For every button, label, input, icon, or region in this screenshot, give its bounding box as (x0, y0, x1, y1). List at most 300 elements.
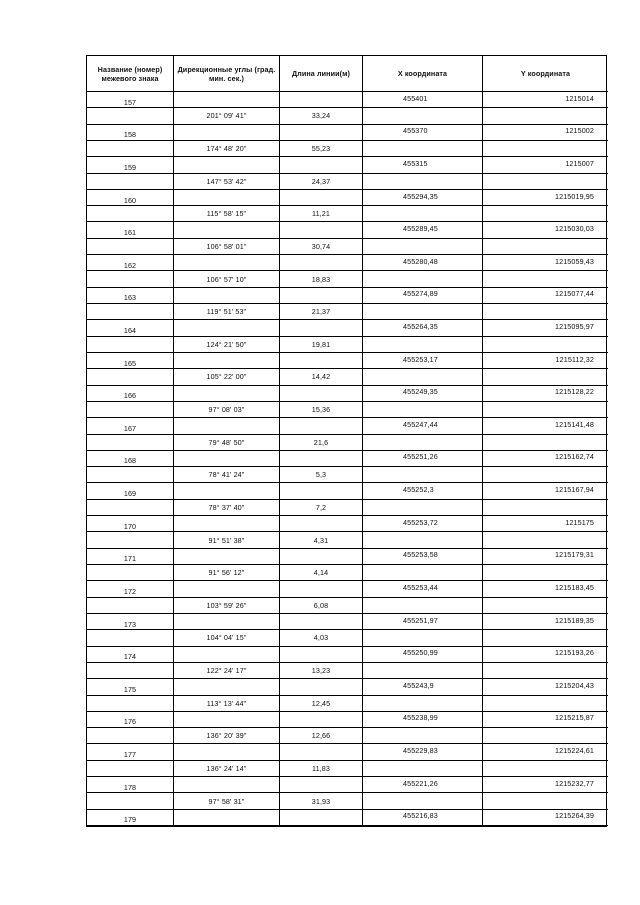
x-coordinate-text: 455401 (403, 93, 428, 103)
y-coordinate-text: 1215030,03 (555, 224, 594, 234)
line-length (280, 435, 363, 451)
point-name (87, 810, 174, 826)
x-cell-empty (363, 598, 483, 614)
point-name-text: 169 (123, 489, 137, 499)
y-cell-empty (483, 337, 608, 353)
point-name (87, 190, 174, 206)
x-coordinate-text: 455251,97 (403, 615, 438, 625)
angle-cell-empty (174, 549, 280, 565)
point-name (87, 353, 174, 369)
x-cell-empty (363, 663, 483, 679)
x-coordinate-text: 455253,72 (403, 517, 438, 527)
length-cell-empty (280, 386, 363, 402)
point-name (87, 777, 174, 793)
line-length (280, 108, 363, 124)
x-cell-empty (363, 239, 483, 255)
length-cell-empty (280, 157, 363, 173)
line-length (280, 532, 363, 548)
direction-angle (174, 500, 280, 516)
name-cell-empty (87, 337, 174, 353)
angle-cell-empty (174, 157, 280, 173)
line-length-text: 24,37 (311, 176, 331, 186)
y-cell-empty (483, 663, 608, 679)
y-coordinate-text: 1215112,32 (555, 354, 594, 364)
y-coordinate (483, 679, 608, 695)
y-coordinate (483, 516, 608, 532)
direction-angle (174, 630, 280, 646)
point-name-text: 165 (123, 358, 137, 368)
point-name-text: 171 (123, 554, 137, 564)
angle-cell-empty (174, 255, 280, 271)
line-length-text: 12,45 (311, 698, 331, 708)
y-cell-empty (483, 598, 608, 614)
line-length-text: 13,23 (311, 666, 331, 676)
y-cell-empty (483, 435, 608, 451)
y-coordinate (483, 744, 608, 760)
x-cell-empty (363, 369, 483, 385)
length-cell-empty (280, 614, 363, 630)
line-length (280, 500, 363, 516)
y-coordinate (483, 320, 608, 336)
point-name-text: 166 (123, 391, 137, 401)
line-length (280, 467, 363, 483)
y-coordinate-text: 1215128,22 (555, 387, 594, 397)
y-coordinate (483, 190, 608, 206)
point-name-text: 177 (123, 750, 137, 760)
length-cell-empty (280, 712, 363, 728)
length-cell-empty (280, 581, 363, 597)
coordinates-table (86, 55, 607, 827)
y-cell-empty (483, 793, 608, 809)
direction-angle (174, 467, 280, 483)
name-cell-empty (87, 206, 174, 222)
y-coordinate (483, 92, 608, 108)
point-name (87, 157, 174, 173)
x-coordinate (363, 516, 483, 532)
angle-cell-empty (174, 647, 280, 663)
direction-angle-text: 91° 51' 38" (208, 535, 245, 545)
direction-angle (174, 369, 280, 385)
point-name (87, 744, 174, 760)
line-length-text: 21,37 (311, 307, 331, 317)
x-coordinate (363, 92, 483, 108)
direction-angle-text: 201° 09' 41" (206, 111, 247, 121)
y-coordinate-text: 1215014 (565, 93, 594, 103)
y-cell-empty (483, 206, 608, 222)
x-coordinate (363, 157, 483, 173)
name-cell-empty (87, 304, 174, 320)
point-name (87, 92, 174, 108)
direction-angle (174, 239, 280, 255)
line-length-text: 19,81 (311, 339, 331, 349)
header-angle: Дирекционные углы (град. мин. сек.) (174, 56, 280, 92)
line-length (280, 271, 363, 287)
y-coordinate (483, 647, 608, 663)
name-cell-empty (87, 271, 174, 287)
line-length (280, 337, 363, 353)
direction-angle-text: 122° 24' 17" (206, 666, 247, 676)
line-length (280, 141, 363, 157)
x-coordinate (363, 255, 483, 271)
line-length (280, 728, 363, 744)
x-coordinate-text: 455243,9 (403, 680, 434, 690)
point-name-text: 161 (123, 228, 137, 238)
y-cell-empty (483, 728, 608, 744)
x-cell-empty (363, 565, 483, 581)
x-coordinate (363, 386, 483, 402)
point-name-text: 174 (123, 652, 137, 662)
direction-angle-text: 119° 51' 53" (206, 307, 247, 317)
y-coordinate-text: 1215179,31 (555, 550, 594, 560)
line-length-text: 5,3 (315, 470, 327, 480)
x-coordinate-text: 455252,3 (403, 485, 434, 495)
direction-angle (174, 337, 280, 353)
x-cell-empty (363, 500, 483, 516)
y-coordinate-text: 1215059,43 (555, 256, 594, 266)
length-cell-empty (280, 418, 363, 434)
y-cell-empty (483, 500, 608, 516)
point-name-text: 175 (123, 684, 137, 694)
line-length-text: 55,23 (311, 144, 331, 154)
line-length-text: 31,93 (311, 796, 331, 806)
x-coordinate-text: 455221,26 (403, 778, 438, 788)
direction-angle (174, 271, 280, 287)
name-cell-empty (87, 565, 174, 581)
x-cell-empty (363, 793, 483, 809)
y-cell-empty (483, 696, 608, 712)
y-coordinate (483, 483, 608, 499)
angle-cell-empty (174, 190, 280, 206)
line-length (280, 565, 363, 581)
line-length-text: 4,03 (313, 633, 329, 643)
name-cell-empty (87, 793, 174, 809)
y-coordinate (483, 418, 608, 434)
line-length-text: 12,66 (311, 731, 331, 741)
y-coordinate-text: 1215141,48 (555, 419, 594, 429)
point-name-text: 170 (123, 521, 137, 531)
point-name-text: 162 (123, 260, 137, 270)
y-coordinate-text: 1215232,77 (555, 778, 594, 788)
x-coordinate (363, 647, 483, 663)
point-name-text: 178 (123, 782, 137, 792)
x-cell-empty (363, 532, 483, 548)
x-coordinate (363, 777, 483, 793)
x-coordinate-text: 455249,35 (403, 387, 438, 397)
length-cell-empty (280, 777, 363, 793)
x-cell-empty (363, 337, 483, 353)
point-name (87, 581, 174, 597)
direction-angle-text: 106° 57' 10" (206, 274, 247, 284)
x-cell-empty (363, 467, 483, 483)
point-name (87, 125, 174, 141)
header-x: X координата (363, 56, 483, 92)
y-cell-empty (483, 108, 608, 124)
x-cell-empty (363, 435, 483, 451)
name-cell-empty (87, 663, 174, 679)
y-coordinate (483, 549, 608, 565)
x-coordinate (363, 418, 483, 434)
y-cell-empty (483, 304, 608, 320)
x-coordinate (363, 190, 483, 206)
direction-angle (174, 728, 280, 744)
direction-angle-text: 105° 22' 00" (206, 372, 247, 382)
length-cell-empty (280, 679, 363, 695)
point-name-text: 168 (123, 456, 137, 466)
y-cell-empty (483, 174, 608, 190)
name-cell-empty (87, 630, 174, 646)
length-cell-empty (280, 320, 363, 336)
x-coordinate (363, 451, 483, 467)
point-name (87, 679, 174, 695)
point-name (87, 418, 174, 434)
x-coordinate (363, 679, 483, 695)
point-name (87, 647, 174, 663)
direction-angle-text: 78° 41' 24" (208, 470, 245, 480)
point-name (87, 614, 174, 630)
x-cell-empty (363, 271, 483, 287)
x-coordinate-text: 455253,17 (403, 354, 438, 364)
x-coordinate (363, 483, 483, 499)
direction-angle-text: 124° 21' 50" (206, 339, 247, 349)
x-cell-empty (363, 761, 483, 777)
name-cell-empty (87, 761, 174, 777)
y-coordinate-text: 1215002 (565, 126, 594, 136)
length-cell-empty (280, 125, 363, 141)
y-coordinate-text: 1215175 (565, 517, 594, 527)
point-name-text: 158 (123, 130, 137, 140)
y-coordinate (483, 386, 608, 402)
angle-cell-empty (174, 288, 280, 304)
point-name (87, 549, 174, 565)
length-cell-empty (280, 190, 363, 206)
direction-angle-text: 79° 48' 50" (208, 437, 245, 447)
point-name-text: 163 (123, 293, 137, 303)
name-cell-empty (87, 141, 174, 157)
direction-angle-text: 113° 13' 44" (206, 698, 247, 708)
direction-angle-text: 136° 24' 14" (206, 763, 247, 773)
x-coordinate (363, 744, 483, 760)
direction-angle-text: 174° 48' 20" (206, 144, 247, 154)
length-cell-empty (280, 451, 363, 467)
y-cell-empty (483, 761, 608, 777)
direction-angle-text: 103° 59' 26" (206, 600, 247, 610)
name-cell-empty (87, 532, 174, 548)
line-length-text: 4,14 (313, 568, 329, 578)
point-name-text: 167 (123, 423, 137, 433)
x-coordinate (363, 353, 483, 369)
line-length (280, 663, 363, 679)
direction-angle (174, 206, 280, 222)
x-coordinate-text: 455250,99 (403, 648, 438, 658)
point-name (87, 288, 174, 304)
y-cell-empty (483, 402, 608, 418)
point-name-text: 159 (123, 162, 137, 172)
direction-angle (174, 108, 280, 124)
angle-cell-empty (174, 386, 280, 402)
line-length-text: 6,08 (313, 600, 329, 610)
name-cell-empty (87, 500, 174, 516)
x-coordinate (363, 712, 483, 728)
direction-angle-text: 115° 58' 15" (206, 209, 247, 219)
length-cell-empty (280, 222, 363, 238)
length-cell-empty (280, 288, 363, 304)
x-coordinate-text: 455229,83 (403, 746, 438, 756)
angle-cell-empty (174, 483, 280, 499)
angle-cell-empty (174, 581, 280, 597)
line-length-text: 33,24 (311, 111, 331, 121)
line-length-text: 18,83 (311, 274, 331, 284)
direction-angle-text: 97° 08' 03" (208, 405, 245, 415)
name-cell-empty (87, 696, 174, 712)
direction-angle (174, 793, 280, 809)
y-cell-empty (483, 467, 608, 483)
y-coordinate (483, 614, 608, 630)
direction-angle (174, 663, 280, 679)
direction-angle-text: 136° 20' 39" (206, 731, 247, 741)
angle-cell-empty (174, 451, 280, 467)
header-name: Название (номер) межевого знака (87, 56, 174, 92)
length-cell-empty (280, 647, 363, 663)
direction-angle-text: 147° 53' 42" (206, 176, 247, 186)
length-cell-empty (280, 483, 363, 499)
x-coordinate (363, 810, 483, 826)
x-coordinate (363, 320, 483, 336)
point-name-text: 160 (123, 195, 137, 205)
name-cell-empty (87, 467, 174, 483)
y-cell-empty (483, 369, 608, 385)
point-name-text: 176 (123, 717, 137, 727)
angle-cell-empty (174, 777, 280, 793)
direction-angle (174, 141, 280, 157)
x-cell-empty (363, 108, 483, 124)
line-length (280, 761, 363, 777)
x-coordinate (363, 581, 483, 597)
name-cell-empty (87, 108, 174, 124)
x-coordinate-text: 455280,48 (403, 256, 438, 266)
line-length-text: 7,2 (315, 502, 327, 512)
x-coordinate-text: 455253,58 (403, 550, 438, 560)
x-cell-empty (363, 304, 483, 320)
direction-angle-text: 78° 37' 40" (208, 502, 245, 512)
angle-cell-empty (174, 810, 280, 826)
angle-cell-empty (174, 353, 280, 369)
x-coordinate-text: 455253,44 (403, 582, 438, 592)
line-length (280, 239, 363, 255)
point-name (87, 320, 174, 336)
x-coordinate-text: 455274,89 (403, 289, 438, 299)
direction-angle (174, 532, 280, 548)
line-length-text: 4,31 (313, 535, 329, 545)
angle-cell-empty (174, 712, 280, 728)
y-coordinate (483, 810, 608, 826)
line-length (280, 402, 363, 418)
direction-angle-text: 104° 04' 15" (206, 633, 247, 643)
x-coordinate (363, 222, 483, 238)
length-cell-empty (280, 810, 363, 826)
angle-cell-empty (174, 125, 280, 141)
direction-angle (174, 761, 280, 777)
x-cell-empty (363, 696, 483, 712)
header-length: Длина линии(м) (280, 56, 363, 92)
y-coordinate (483, 157, 608, 173)
point-name (87, 712, 174, 728)
x-coordinate-text: 455294,35 (403, 191, 438, 201)
angle-cell-empty (174, 516, 280, 532)
header-y: Y координата (483, 56, 608, 92)
angle-cell-empty (174, 744, 280, 760)
x-coordinate-text: 455315 (403, 158, 428, 168)
length-cell-empty (280, 255, 363, 271)
x-coordinate-text: 455264,35 (403, 322, 438, 331)
name-cell-empty (87, 598, 174, 614)
line-length (280, 696, 363, 712)
x-coordinate-text: 455238,99 (403, 713, 438, 723)
y-coordinate (483, 353, 608, 369)
point-name-text: 179 (123, 815, 137, 825)
angle-cell-empty (174, 92, 280, 108)
line-length (280, 598, 363, 614)
y-coordinate-text: 1215077,44 (555, 289, 594, 299)
y-coordinate (483, 712, 608, 728)
direction-angle (174, 565, 280, 581)
y-coordinate-text: 1215183,45 (555, 582, 594, 592)
point-name (87, 255, 174, 271)
line-length-text: 15,36 (311, 405, 331, 415)
length-cell-empty (280, 516, 363, 532)
y-coordinate (483, 777, 608, 793)
point-name (87, 483, 174, 499)
y-cell-empty (483, 532, 608, 548)
y-coordinate-text: 1215189,35 (555, 615, 594, 625)
x-coordinate (363, 614, 483, 630)
x-cell-empty (363, 174, 483, 190)
x-coordinate (363, 549, 483, 565)
y-coordinate-text: 1215193,26 (555, 648, 594, 658)
x-coordinate-text: 455251,26 (403, 452, 438, 462)
name-cell-empty (87, 174, 174, 190)
direction-angle-text: 106° 58' 01" (206, 241, 247, 251)
line-length (280, 630, 363, 646)
point-name-text: 157 (123, 97, 137, 107)
y-coordinate-text: 1215224,61 (555, 746, 594, 756)
name-cell-empty (87, 435, 174, 451)
y-cell-empty (483, 239, 608, 255)
y-coordinate (483, 288, 608, 304)
y-coordinate-text: 1215019,95 (555, 191, 594, 201)
length-cell-empty (280, 744, 363, 760)
angle-cell-empty (174, 418, 280, 434)
point-name (87, 516, 174, 532)
direction-angle (174, 435, 280, 451)
x-cell-empty (363, 206, 483, 222)
x-coordinate (363, 125, 483, 141)
x-coordinate-text: 455216,83 (403, 811, 438, 821)
point-name (87, 386, 174, 402)
length-cell-empty (280, 353, 363, 369)
line-length-text: 11,21 (312, 209, 330, 219)
line-length (280, 174, 363, 190)
y-coordinate-text: 1215162,74 (555, 452, 594, 462)
direction-angle (174, 304, 280, 320)
x-coordinate-text: 455289,45 (403, 224, 438, 234)
y-coordinate (483, 125, 608, 141)
y-cell-empty (483, 141, 608, 157)
line-length-text: 21,6 (313, 437, 329, 447)
x-coordinate-text: 455247,44 (403, 419, 438, 429)
y-coordinate-text: 1215095,97 (555, 322, 594, 331)
direction-angle-text: 91° 56' 12" (208, 568, 245, 578)
y-coordinate-text: 1215007 (565, 158, 594, 168)
